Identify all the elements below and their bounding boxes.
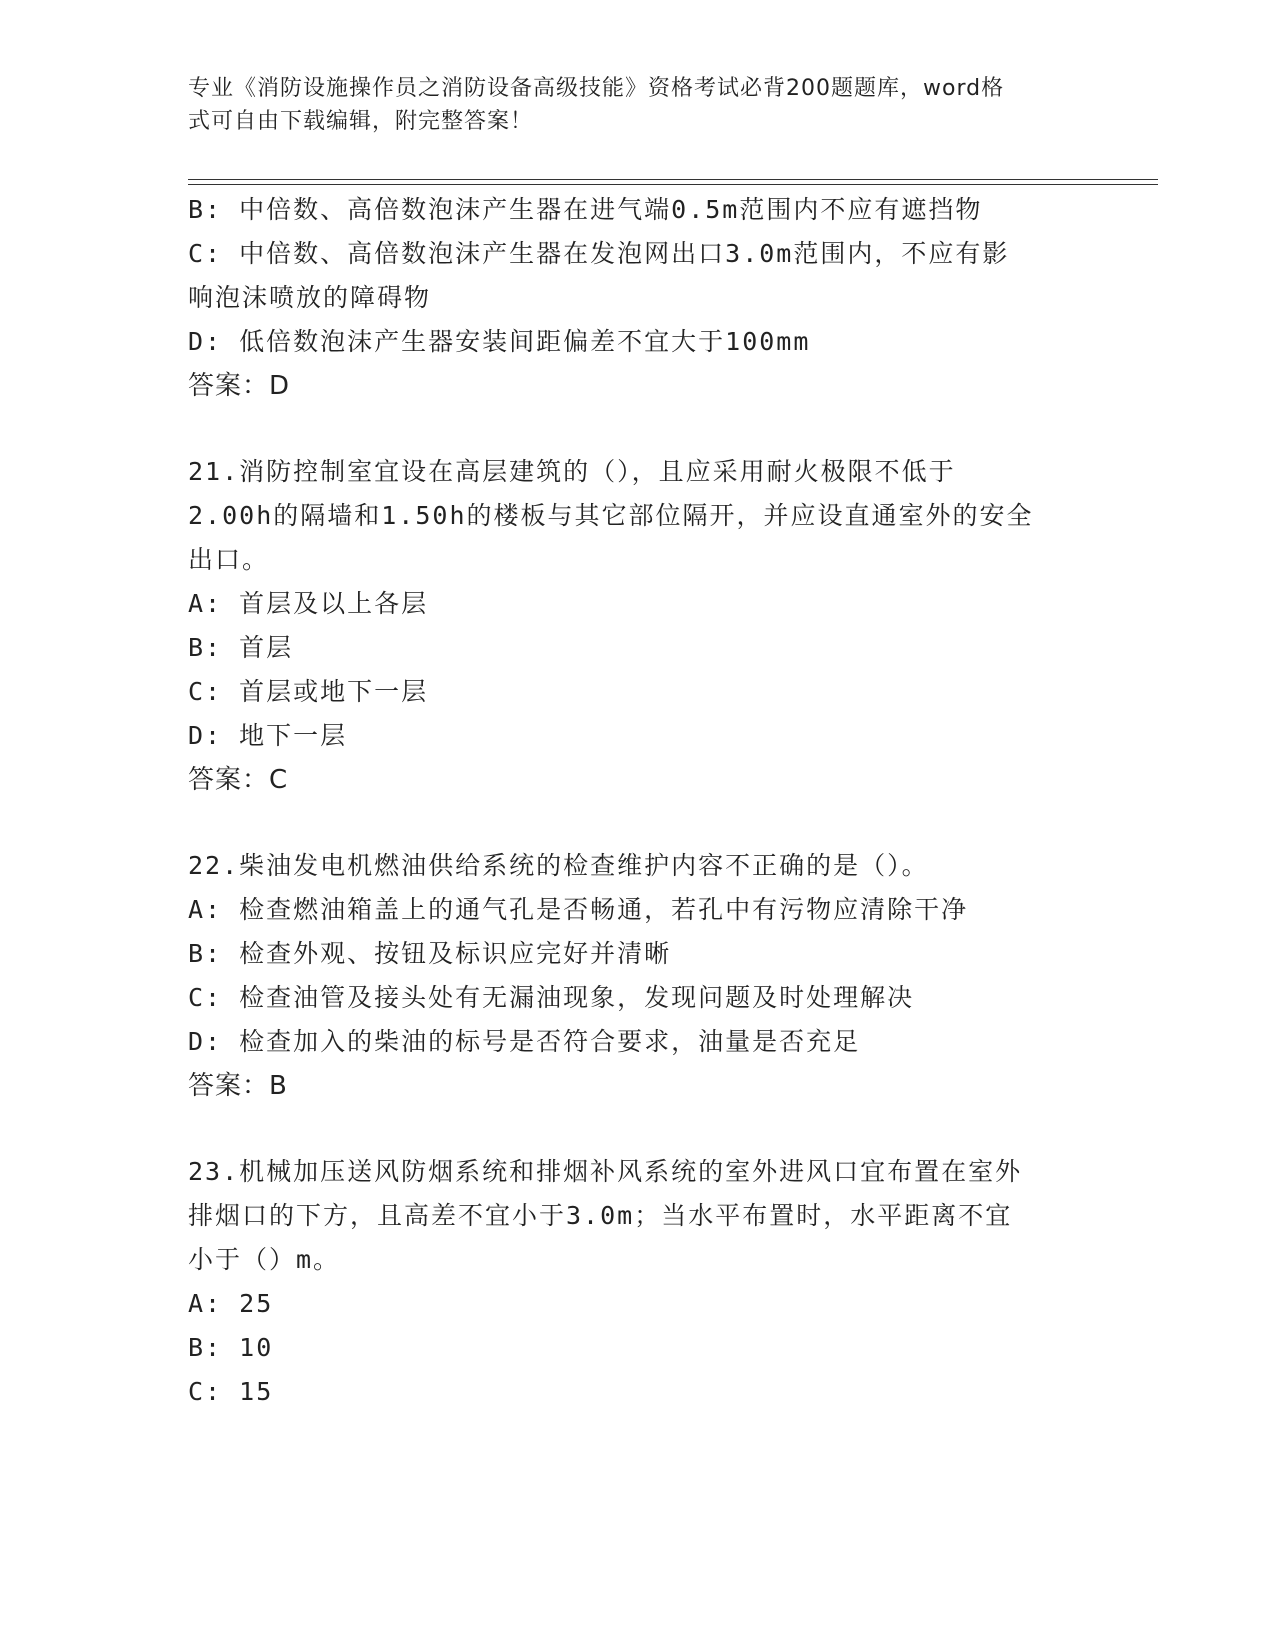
q23-option-b: B: 10: [188, 1333, 274, 1362]
q22-answer: 答案：B: [188, 1071, 288, 1101]
q21-option-c: C: 首层或地下一层: [188, 677, 429, 706]
q22-option-c: C: 检查油管及接头处有无漏油现象，发现问题及时处理解决: [188, 983, 915, 1012]
header-title-line-2: 式可自由下载编辑，附完整答案！: [188, 109, 534, 134]
q21-option-b: B: 首层: [188, 633, 294, 662]
q22-option-d: D: 检查加入的柴油的标号是否符合要求，油量是否充足: [188, 1027, 861, 1056]
q22-option-a: A: 检查燃油箱盖上的通气孔是否畅通，若孔中有污物应清除干净: [188, 895, 969, 924]
q23-option-a: A: 25: [188, 1289, 274, 1318]
document-header: [188, 72, 1088, 138]
q23-option-c: C: 15: [188, 1377, 274, 1406]
q20-option-d: D: 低倍数泡沫产生器安装间距偏差不宜大于100mm: [188, 327, 811, 356]
q21-stem-line-3: 出口。: [188, 545, 270, 574]
q21-stem-line-2: 2.00h的隔墙和1.50h的楼板与其它部位隔开，并应设直通室外的安全: [188, 501, 1034, 530]
q20-option-c-line-2: 响泡沫喷放的障碍物: [188, 283, 432, 312]
q23-stem-line-1: 23.机械加压送风防烟系统和排烟补风系统的室外进风口宜布置在室外: [188, 1157, 1023, 1186]
q22-stem: 22.柴油发电机燃油供给系统的检查维护内容不正确的是（）。: [188, 851, 929, 880]
header-divider-bottom: [188, 184, 1158, 185]
header-title-line-1: 专业《消防设施操作员之消防设备高级技能》资格考试必背200题题库，word格: [188, 76, 1005, 101]
q21-answer: 答案：C: [188, 765, 289, 795]
q23-stem-line-3: 小于（）m。: [188, 1245, 341, 1274]
header-divider-top: [188, 179, 1158, 180]
q21-option-a: A: 首层及以上各层: [188, 589, 429, 618]
q21-option-d: D: 地下一层: [188, 721, 348, 750]
q22-option-b: B: 检查外观、按钮及标识应完好并清晰: [188, 939, 672, 968]
q21-stem-line-1: 21.消防控制室宜设在高层建筑的（），且应采用耐火极限不低于: [188, 457, 956, 486]
q20-answer: 答案：D: [188, 371, 291, 401]
q20-option-c-line-1: C: 中倍数、高倍数泡沫产生器在发泡网出口3.0m范围内，不应有影: [188, 239, 1010, 268]
q20-option-b: B: 中倍数、高倍数泡沫产生器在进气端0.5m范围内不应有遮挡物: [188, 195, 983, 224]
q23-stem-line-2: 排烟口的下方，且高差不宜小于3.0m；当水平布置时，水平距离不宜: [188, 1201, 1013, 1230]
